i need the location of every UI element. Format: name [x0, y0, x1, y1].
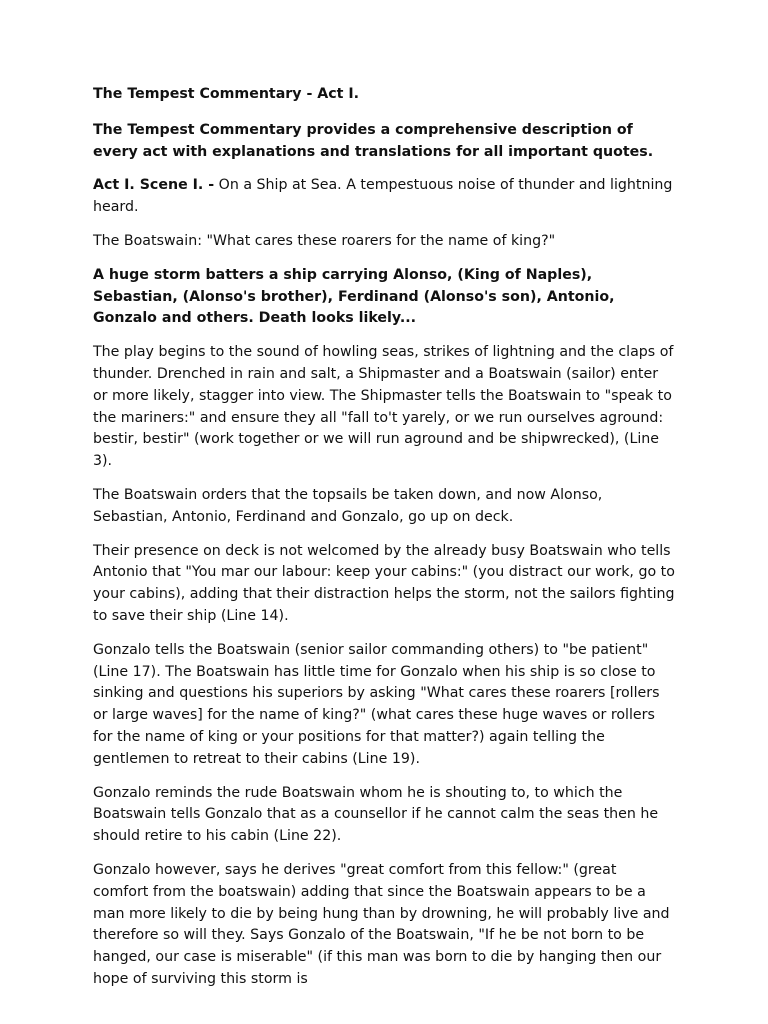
boatswain-quote: The Boatswain: "What cares these roarers for the name of king?"	[93, 232, 556, 249]
body-paragraph-6: Gonzalo however, says he derives "great comfort from this fellow:" (great comfort from the boatswain) adding that since the Boatswain appears to be a man more likely to die by being hung than by drowning, he will probably live and therefore so will they. Says Gonzalo of the Boatswain, "If he be not born to be hanged, our case is miserable" (if this man was born to die by hanging then our hope of surviving this storm is	[93, 861, 670, 987]
scene-description: On a Ship at Sea. A tempestuous noise of thunder and lightning heard.	[93, 177, 673, 216]
body-paragraph-4: Gonzalo tells the Boatswain (senior sailor commanding others) to "be patient" (Line 17). The Boatswain has little time for Gonzalo when his ship is so close to sinking and questions his superiors by asking "What cares these roarers [rollers or large waves] for the name of king?" (what cares these huge waves or rollers for the name of king or your positions for that matter?) again telling the gentlemen to retreat to their cabins (Line 19).	[93, 641, 660, 767]
scene-summary: A huge storm batters a ship carrying Alonso, (King of Naples), Sebastian, (Alonso's brother), Ferdinand (Alonso's son), Antonio, Gonzalo and others. Death looks likely...	[93, 266, 615, 327]
scene-heading: Act I. Scene I. -	[93, 177, 215, 194]
body-paragraph-3: Their presence on deck is not welcomed by the already busy Boatswain who tells Antonio that "You mar our labour: keep your cabins:" (you distract our work, go to your cabins), adding that their distraction helps the storm, not the sailors fighting to save their ship (Line 14).	[93, 542, 675, 624]
body-paragraph-1: The play begins to the sound of howling seas, strikes of lightning and the claps of thunder. Drenched in rain and salt, a Shipmaster and a Boatswain (sailor) enter or more likely, stagger into view. The Shipmaster tells the Boatswain to "speak to the mariners:" and ensure they all "fall to't yarely, or we run ourselves aground: bestir, bestir" (work together or we will run aground and be shipwrecked), (Line 3).	[93, 344, 674, 470]
document-intro: The Tempest Commentary provides a comprehensive description of every act with explanations and translations for all important quotes.	[93, 121, 654, 160]
body-paragraph-5: Gonzalo reminds the rude Boatswain whom he is shouting to, to which the Boatswain tells Gonzalo that as a counsellor if he cannot calm the seas then he should retire to his cabin (Line 22).	[93, 784, 659, 845]
body-paragraph-2: The Boatswain orders that the topsails be taken down, and now Alonso, Sebastian, Antonio, Ferdinand and Gonzalo, go up on deck.	[93, 486, 603, 525]
document-page	[93, 84, 675, 1003]
scene-paragraph	[93, 175, 675, 219]
document-title: The Tempest Commentary - Act I.	[93, 86, 360, 102]
